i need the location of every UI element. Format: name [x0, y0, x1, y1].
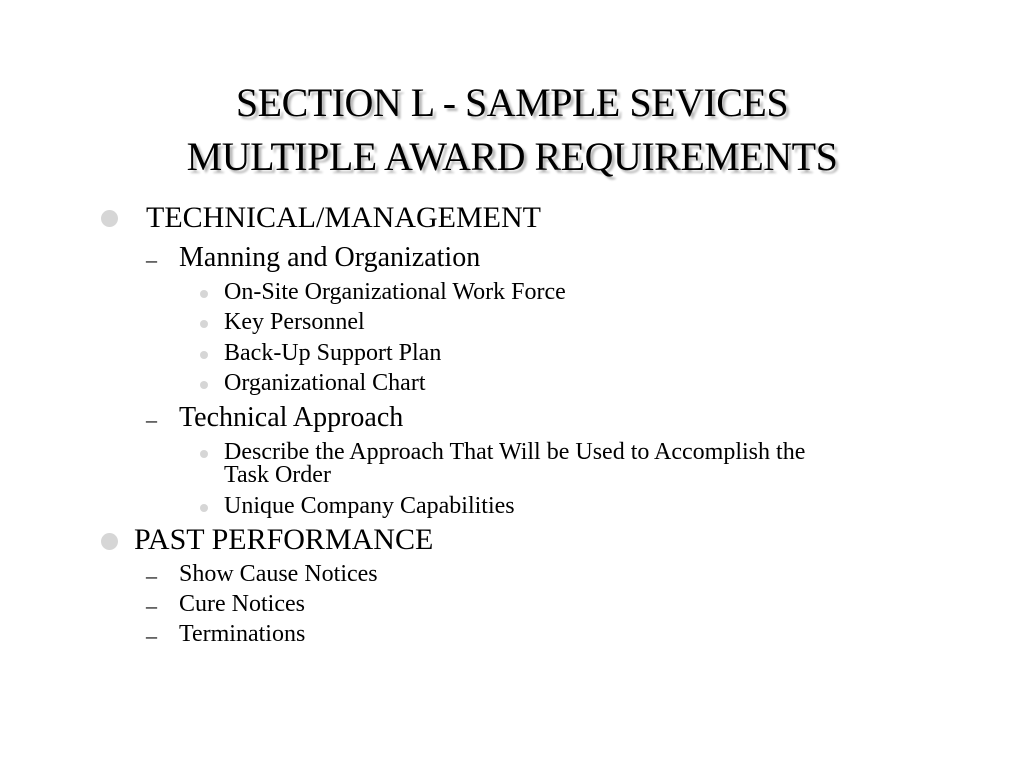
slide-title — [0, 76, 1024, 184]
list-item: Organizational Chart — [224, 370, 426, 396]
dash-bullet-icon: – — [146, 623, 157, 648]
bullet-level3-icon — [200, 504, 208, 512]
subsection-heading-technical-approach: Technical Approach — [179, 402, 404, 433]
list-item: Terminations — [179, 621, 306, 647]
dash-bullet-icon: – — [146, 563, 157, 588]
section-heading-past-performance: PAST PERFORMANCE — [134, 523, 434, 556]
bullet-level3-icon — [200, 320, 208, 328]
title-line-2: MULTIPLE AWARD REQUIREMENTS — [186, 134, 838, 179]
subsection-heading-manning: Manning and Organization — [179, 242, 481, 273]
list-item: Back-Up Support Plan — [224, 340, 442, 366]
list-item: Key Personnel — [224, 309, 365, 335]
bullet-level3-icon — [200, 450, 208, 458]
title-line-1: SECTION L - SAMPLE SEVICES — [235, 80, 789, 125]
bullet-level1-icon — [101, 210, 118, 227]
list-item-continuation: Task Order — [224, 462, 331, 488]
dash-bullet-icon: – — [146, 407, 157, 432]
list-item: Show Cause Notices — [179, 561, 378, 587]
section-heading-technical-management: TECHNICAL/MANAGEMENT — [146, 201, 541, 234]
list-item: Describe the Approach That Will be Used to Accomplish the — [224, 439, 806, 465]
bullet-level3-icon — [200, 381, 208, 389]
list-item: Unique Company Capabilities — [224, 493, 515, 519]
dash-bullet-icon: – — [146, 247, 157, 272]
dash-bullet-icon: – — [146, 593, 157, 618]
list-item: On-Site Organizational Work Force — [224, 279, 566, 305]
bullet-level3-icon — [200, 290, 208, 298]
bullet-level3-icon — [200, 351, 208, 359]
list-item: Cure Notices — [179, 591, 305, 617]
bullet-level1-icon — [101, 533, 118, 550]
